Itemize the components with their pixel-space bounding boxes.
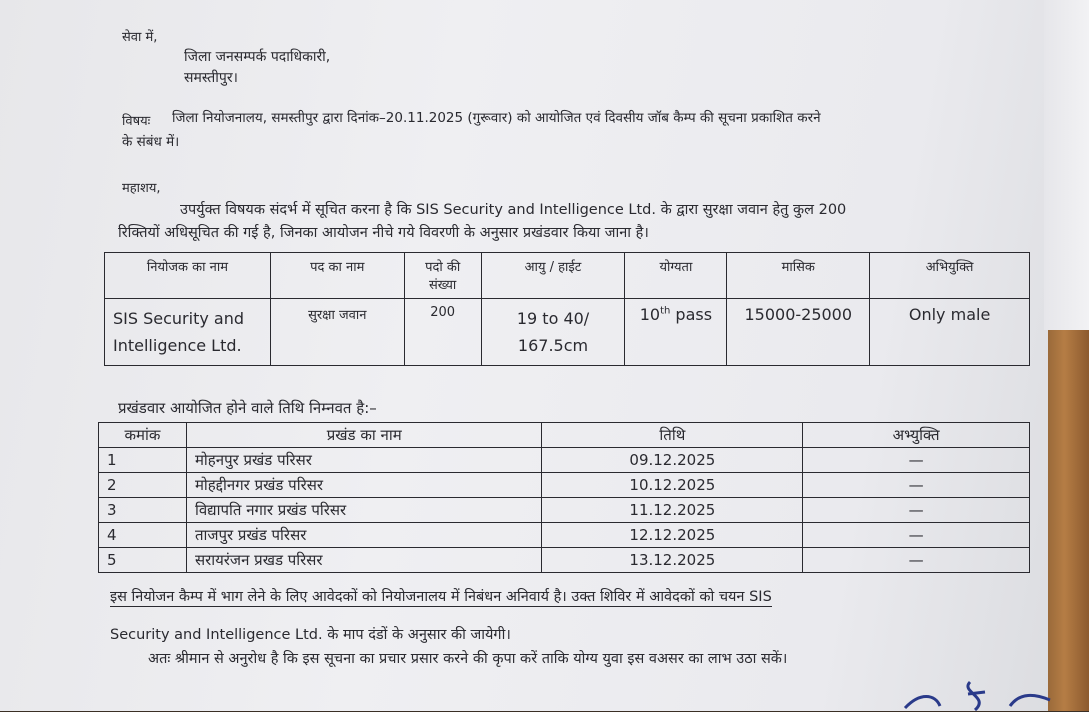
cell-qualification [625, 299, 727, 366]
header-date: तिथि [542, 423, 803, 448]
row-block: सरायरंजन प्रखड परिसर [186, 548, 542, 573]
row-remark: — [803, 473, 1030, 498]
header-post: पद का नाम [270, 253, 404, 299]
header-schedule-remark: अभ्युक्ति [803, 423, 1030, 448]
header-serial: कमांक [99, 423, 187, 448]
row-date: 11.12.2025 [542, 498, 803, 523]
subject-line-2: के संबंध में। [122, 134, 180, 150]
header-qualification: योग्यता [625, 253, 727, 299]
row-date: 12.12.2025 [542, 523, 803, 548]
row-serial: 3 [99, 498, 187, 523]
cell-post: सुरक्षा जवान [270, 299, 404, 366]
table-row [99, 473, 1030, 498]
subject-label: विषयः [122, 114, 151, 129]
schedule-table-header [99, 423, 1030, 448]
cell-count: 200 [404, 299, 481, 366]
table-row [99, 448, 1030, 473]
header-employer: नियोजक का नाम [105, 253, 271, 299]
vacancy-table-row [105, 299, 1030, 366]
row-date: 13.12.2025 [542, 548, 803, 573]
row-block: विद्यापति नगार प्रखंड परिसर [186, 498, 542, 523]
row-remark: — [803, 448, 1030, 473]
cell-age-height: 19 to 40/ 167.5cm [481, 299, 625, 366]
row-serial: 2 [99, 473, 187, 498]
qualification-number: 10 [639, 305, 661, 324]
row-date: 10.12.2025 [542, 473, 803, 498]
header-block: प्रखंड का नाम [186, 423, 542, 448]
row-date: 09.12.2025 [542, 448, 803, 473]
cell-employer: SIS Security and Intelligence Ltd. [105, 299, 271, 366]
qualification-suffix: th [660, 305, 671, 317]
body-line-1: उपर्युक्त विषयक संदर्भ में सूचित करना है कि SIS Security and Intelligence Ltd. के द्वारा सुरक्षा जवान हेतु कुल 200 [180, 202, 847, 218]
cell-salary: 15000-25000 [727, 299, 870, 366]
body-line-2: रिक्तियों अधिसूचित की गई है, जिनका आयोजन नीचे गये विवरणी के अनुसार प्रखंडवार किया जाना है। [118, 225, 649, 241]
table-row [99, 548, 1030, 573]
schedule-intro: प्रखंडवार आयोजित होने वाले तिथि निम्नवत है:– [118, 399, 377, 417]
signature-scribble [900, 672, 1060, 712]
header-count: पदो की संख्या [404, 253, 481, 299]
vacancy-table [104, 252, 1030, 366]
qualification-text: pass [670, 305, 713, 324]
addressee-place: समस्तीपुर। [184, 70, 238, 86]
row-serial: 1 [99, 448, 187, 473]
header-salary: मासिक [727, 253, 870, 299]
row-serial: 4 [99, 523, 187, 548]
row-block: मोहनपुर प्रखंड परिसर [186, 448, 542, 473]
cell-remark: Only male [870, 299, 1030, 366]
row-serial: 5 [99, 548, 187, 573]
salutation-to: सेवा में, [122, 30, 158, 45]
addressee-designation: जिला जनसम्पर्क पदाधिकारी, [184, 49, 331, 65]
greeting: महाशय, [122, 181, 161, 196]
row-remark: — [803, 498, 1030, 523]
row-block: ताजपुर प्रखंड परिसर [186, 523, 542, 548]
header-age-height: आयु / हाईट [481, 253, 625, 299]
vacancy-table-header [105, 253, 1030, 299]
request-line: अतः श्रीमान से अनुरोध है कि इस सूचना का प्रचार प्रसार करने की कृपा करें ताकि योग्य युवा इस वअसर का लाभ उठा सकें। [148, 651, 788, 667]
row-remark: — [803, 523, 1030, 548]
row-block: मोहद्दीनगर प्रखंड परिसर [186, 473, 542, 498]
note-line-1: इस नियोजन कैम्प में भाग लेने के लिए आवेदकों को नियोजनालय में निबंधन अनिवार्य है। उक्त शिविर में आवेदकों को चयन SIS [110, 586, 772, 607]
table-row [99, 498, 1030, 523]
note-line-2: Security and Intelligence Ltd. के माप दंडों के अनुसार की जायेगी। [110, 627, 511, 643]
schedule-table [98, 422, 1030, 573]
row-remark: — [803, 548, 1030, 573]
table-row [99, 523, 1030, 548]
paper-edge [1044, 0, 1089, 330]
subject-line-1: जिला नियोजनालय, समस्तीपुर द्वारा दिनांक–20.11.2025 (गुरूवार) को आयोजित एवं दिवसीय जॉब कैम्प की सूचना प्रकाशित करने [172, 110, 821, 126]
header-remark: अभियुक्ति [870, 253, 1030, 299]
